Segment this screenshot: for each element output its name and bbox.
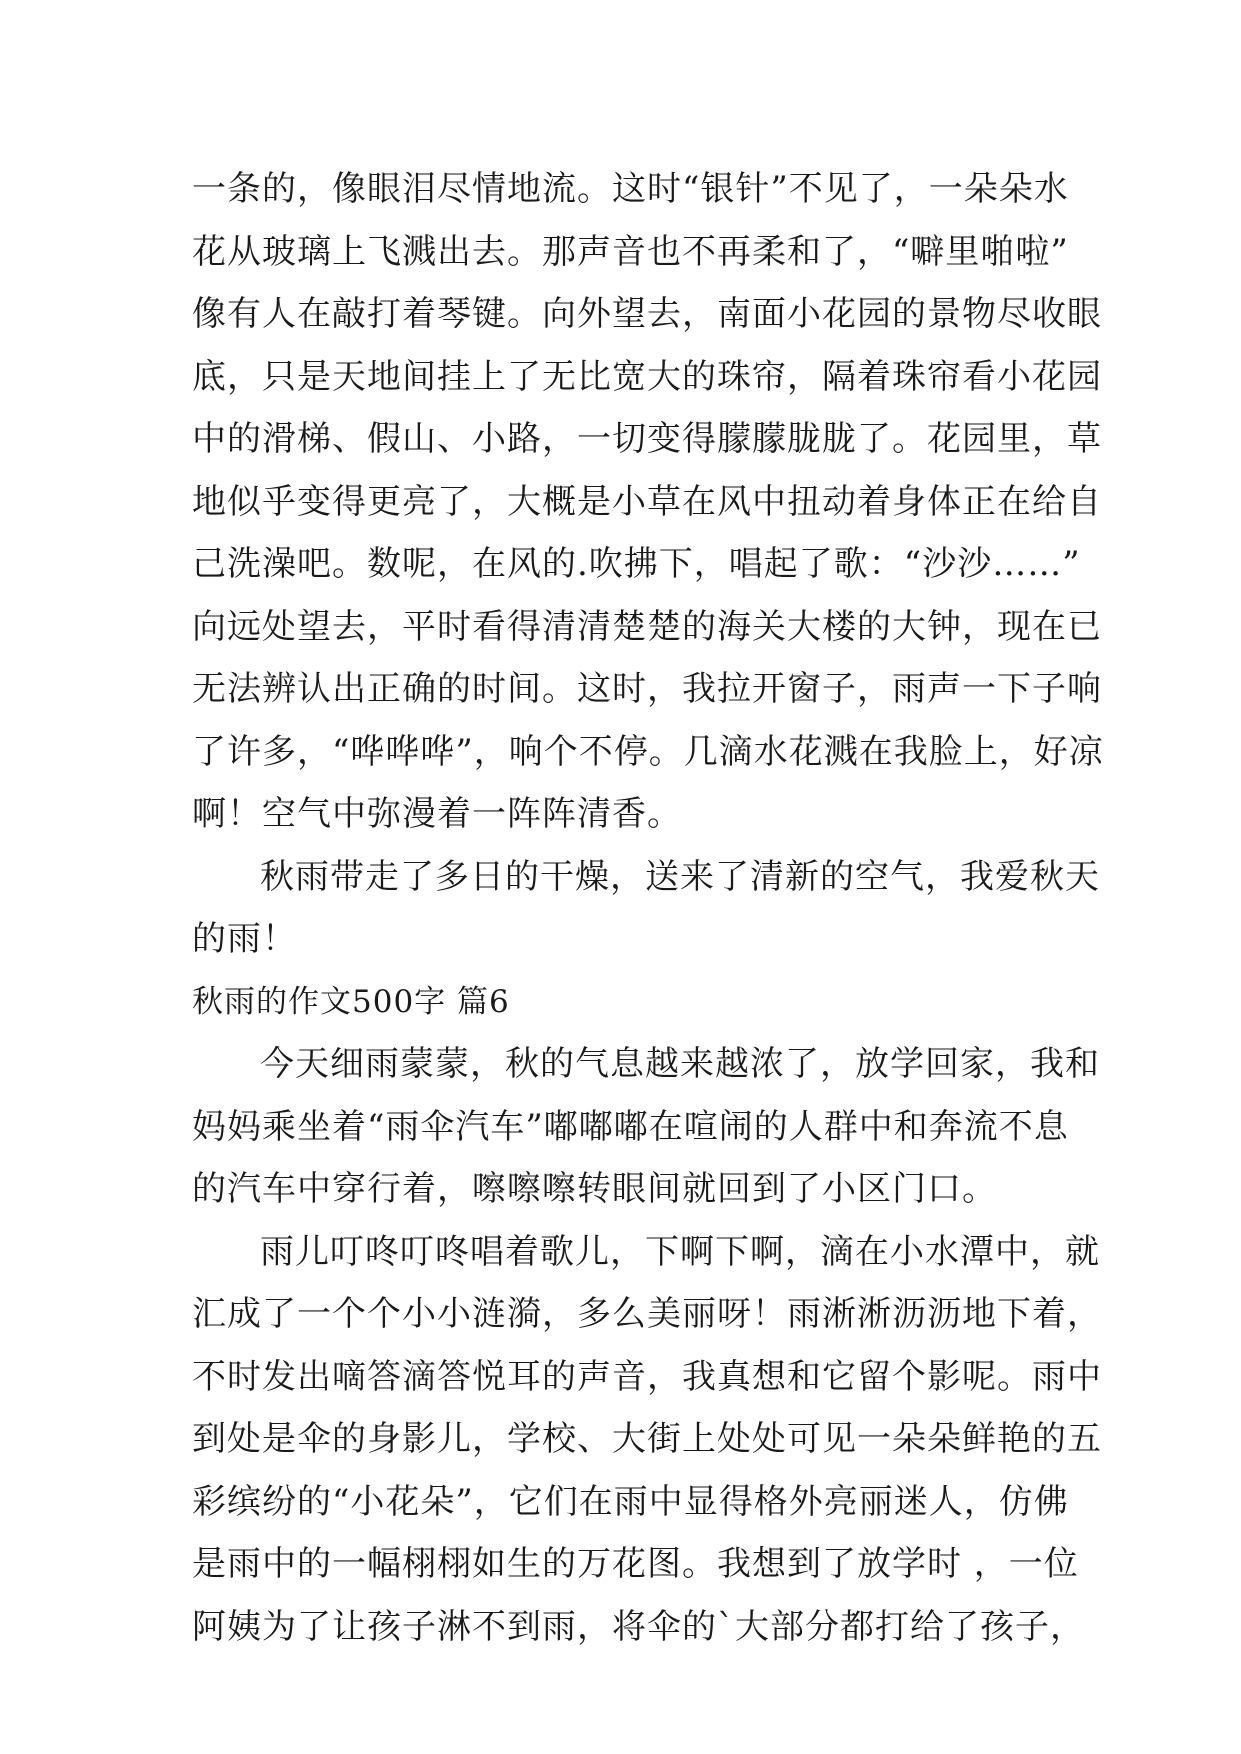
paragraph-rain-song: [192, 1221, 1102, 1659]
text-line: 汇成了一个个小小涟漪，多么美丽呀！雨淅淅沥沥地下着，: [192, 1294, 1102, 1334]
text-line: 底，只是天地间挂上了无比宽大的珠帘，隔着珠帘看小花园: [192, 356, 1102, 397]
text-line: 的汽车中穿行着，嚓嚓嚓转眼间就回到了小区门口。: [192, 1169, 997, 1209]
text-line: 是雨中的一幅栩栩如生的万花图。我想到了放学时 ，一位: [192, 1544, 1079, 1584]
text-line: 到处是伞的身影儿，学校、大街上处处可见一朵朵鲜艳的五: [192, 1419, 1102, 1459]
text-line: 彩缤纷的“小花朵”，它们在雨中显得格外亮丽迷人，仿佛: [192, 1481, 1069, 1522]
paragraph-going-home: [192, 1033, 1100, 1221]
section-heading: 秋雨的作文500字 篇6: [192, 983, 510, 1020]
text-line: 中的滑梯、假山、小路，一切变得朦朦胧胧了。花园里，草: [192, 419, 1102, 459]
text-line: 今天细雨蒙蒙，秋的气息越来越浓了，放学回家，我和: [260, 1044, 1100, 1084]
text-line: 无法辨认出正确的时间。这时，我拉开窗子，雨声一下子响: [192, 669, 1102, 709]
text-line: 妈妈乘坐着“雨伞汽车”嘟嘟嘟在喧闹的人群中和奔流不息: [192, 1106, 1069, 1147]
text-line: 花从玻璃上飞溅出去。那声音也不再柔和了，“噼里啪啦”: [192, 231, 1069, 272]
text-line: 向远处望去，平时看得清清楚楚的海关大楼的大钟，现在已: [192, 606, 1102, 647]
text-line: 不时发出嘀答滴答悦耳的声音，我真想和它留个影呢。雨中: [192, 1356, 1102, 1397]
text-line: 己洗澡吧。数呢，在风的.吹拂下，唱起了歌：“沙沙……”: [192, 544, 1081, 584]
text-line: 像有人在敲打着琴键。向外望去，南面小花园的景物尽收眼: [192, 294, 1102, 334]
paragraph-conclusion: [192, 846, 1100, 971]
text-line: 秋雨带走了多日的干燥，送来了清新的空气，我爱秋天: [260, 856, 1100, 897]
text-line: 一条的，像眼泪尽情地流。这时“银针”不见了，一朵朵水: [192, 169, 1069, 209]
text-line: 地似乎变得更亮了，大概是小草在风中扭动着身体正在给自: [192, 481, 1102, 522]
paragraph-rain-window: [192, 158, 1104, 846]
text-line: 阿姨为了让孩子淋不到雨，将伞的`大部分都打给了孩子，: [192, 1606, 1085, 1647]
text-line: 的雨！: [192, 919, 297, 959]
document-body: [192, 158, 1104, 1658]
text-line: 雨儿叮咚叮咚唱着歌儿，下啊下啊，滴在小水潭中，就: [260, 1231, 1100, 1272]
text-line: 了许多，“哗哗哗”，响个不停。几滴水花溅在我脸上，好凉: [192, 731, 1104, 772]
text-line: 啊！空气中弥漫着一阵阵清香。: [192, 794, 682, 834]
